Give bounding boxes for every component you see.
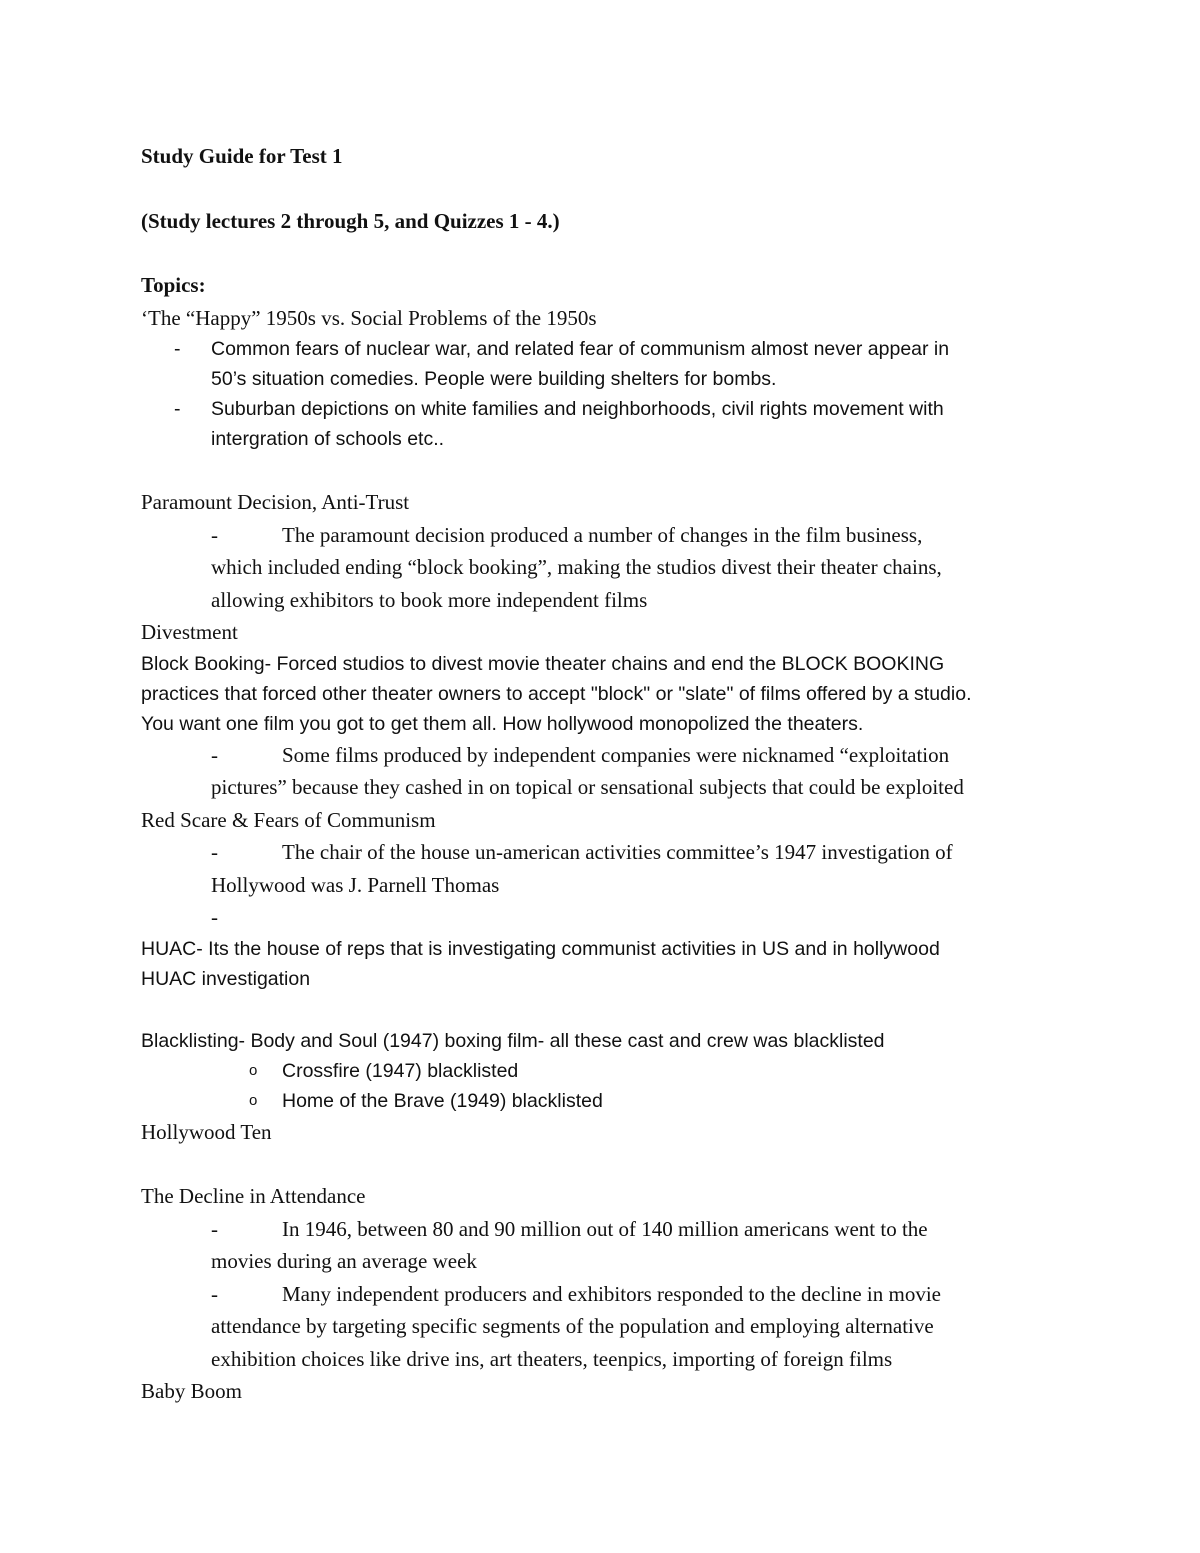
list-item-text: The paramount decision produced a number of changes in the film business, — [282, 522, 923, 547]
list-item-text: Suburban depictions on white families and neighborhoods, civil rights movement with — [211, 398, 944, 420]
list-item-continuation: attendance by targeting specific segments of the population and employing alternative — [211, 1314, 934, 1338]
list-item-text: Home of the Brave (1949) blacklisted — [282, 1089, 603, 1112]
list-item-continuation: Hollywood was J. Parnell Thomas — [211, 872, 500, 897]
dash-bullet: - — [211, 840, 218, 864]
list-item-text: In 1946, between 80 and 90 million out of 140 million americans went to the — [282, 1216, 928, 1241]
topic-heading-decline: The Decline in Attendance — [141, 1184, 366, 1208]
list-item-continuation: which included ending “block booking”, making the studios divest their theater chains, — [211, 555, 942, 579]
list-item — [141, 394, 1070, 424]
topic-heading-divestment: Divestment — [141, 620, 238, 644]
page-title: Study Guide for Test 1 — [141, 144, 343, 168]
list-item-text: Common fears of nuclear war, and related fear of communism almost never appear in — [211, 338, 950, 360]
list-item — [141, 1278, 1070, 1311]
topic-heading-happy-1950s: ‘The “Happy” 1950s vs. Social Problems of the 1950s — [141, 305, 597, 330]
list-item — [141, 1086, 1070, 1116]
list-item — [141, 739, 1070, 772]
list-item-text: The chair of the house un-american activities committee’s 1947 investigation of — [282, 840, 953, 864]
list-item-text: Some films produced by independent companies were nicknamed “exploitation — [282, 742, 950, 767]
dash-bullet: - — [211, 1216, 218, 1241]
topics-label: Topics: — [141, 273, 206, 297]
dash-bullet: - — [211, 1281, 218, 1306]
list-item — [141, 836, 1070, 869]
dash-bullet: - — [174, 398, 181, 420]
list-item-empty — [141, 901, 1070, 934]
dash-bullet: - — [211, 522, 218, 547]
block-booking-text: Block Booking- Forced studios to divest movie theater chains and end the BLOCK BOOKING — [141, 652, 945, 675]
list-item-continuation: intergration of schools etc.. — [211, 428, 445, 450]
list-item-continuation: 50’s situation comedies. People were building shelters for bombs. — [211, 368, 777, 390]
list-item-continuation: movies during an average week — [211, 1249, 477, 1273]
list-item-continuation: allowing exhibitors to book more independent films — [211, 587, 648, 612]
list-item — [141, 334, 1070, 364]
topic-heading-baby-boom: Baby Boom — [141, 1379, 242, 1403]
list-item-text: Crossfire (1947) blacklisted — [282, 1059, 519, 1082]
list-item-continuation: pictures” because they cashed in on topical or sensational subjects that could be exploited — [211, 775, 964, 799]
circle-bullet: o — [249, 1061, 258, 1079]
topic-heading-hollywood-ten: Hollywood Ten — [141, 1119, 272, 1144]
list-item-continuation: exhibition choices like drive ins, art theaters, teenpics, importing of foreign films — [211, 1346, 893, 1371]
dash-bullet: - — [174, 338, 181, 360]
block-booking-text: You want one film you got to get them all. How hollywood monopolized the theaters. — [141, 712, 864, 735]
list-item — [141, 519, 1070, 552]
circle-bullet: o — [249, 1091, 258, 1109]
blacklisting-text: Blacklisting- Body and Soul (1947) boxing film- all these cast and crew was blacklisted — [141, 1029, 885, 1052]
huac-text: HUAC- Its the house of reps that is investigating communist activities in US and in hollywood — [141, 937, 940, 960]
block-booking-text: practices that forced other theater owners to accept "block" or "slate" of films offered by a studio. — [141, 682, 972, 705]
dash-bullet: - — [211, 905, 218, 929]
list-item — [141, 1056, 1070, 1086]
dash-bullet: - — [211, 742, 218, 767]
topic-heading-red-scare: Red Scare & Fears of Communism — [141, 807, 436, 832]
topic-heading-paramount: Paramount Decision, Anti-Trust — [141, 490, 410, 514]
list-item — [141, 1213, 1070, 1246]
study-instructions: (Study lectures 2 through 5, and Quizzes 1 - 4.) — [141, 208, 560, 233]
list-item-text: Many independent producers and exhibitors responded to the decline in movie — [282, 1281, 941, 1306]
huac-text: HUAC investigation — [141, 967, 311, 990]
